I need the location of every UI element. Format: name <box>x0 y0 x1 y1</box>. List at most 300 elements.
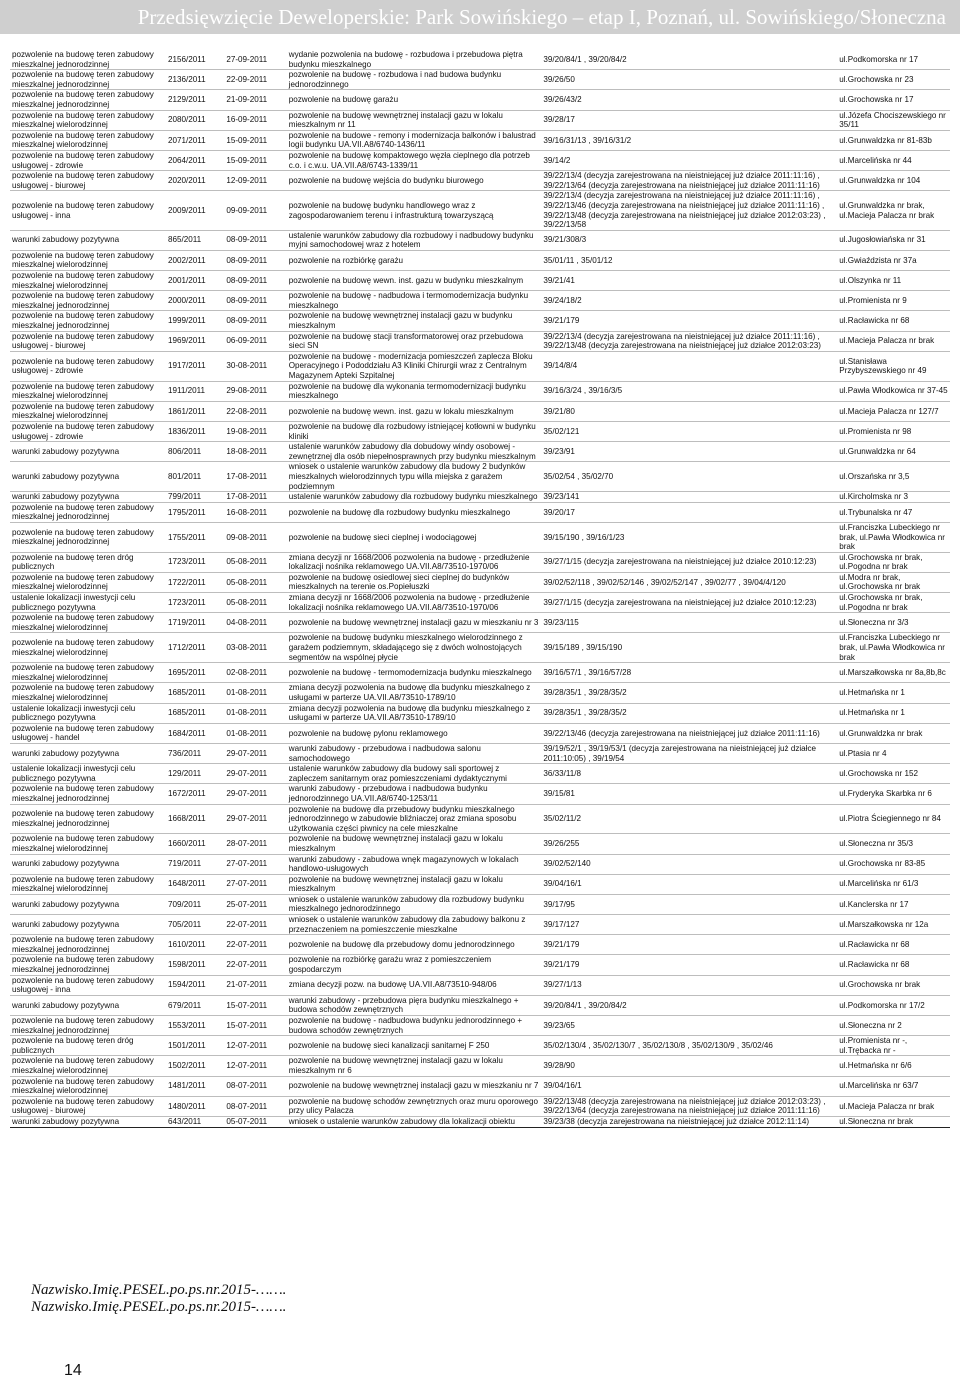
permit-type-cell: ustalenie lokalizacji inwestycji celu publicznego pozytywna <box>10 703 166 723</box>
decision-date-cell: 08-09-2011 <box>224 311 286 331</box>
decision-date-cell: 03-08-2011 <box>224 633 286 663</box>
decision-date-cell: 22-09-2011 <box>224 70 286 90</box>
description-cell: pozwolenie na rozbiórkę garażu <box>287 250 542 270</box>
parcel-number-cell: 39/20/84/1 , 39/20/84/2 <box>541 995 837 1015</box>
table-row <box>10 331 950 351</box>
address-cell: ul.Franciszka Lubeckiego nr brak, ul.Pawła Włodkowica nr brak <box>837 633 950 663</box>
parcel-number-cell: 39/28/17 <box>541 110 837 130</box>
description-cell: ustalenie warunków zabudowy dla budowy sali sportowej z zapleczem sanitarnym oraz pomieszczeniami dydaktycznymi <box>287 764 542 784</box>
parcel-number-cell: 39/28/35/1 , 39/28/35/2 <box>541 683 837 703</box>
table-row <box>10 110 950 130</box>
parcel-number-cell: 36/33/11/8 <box>541 764 837 784</box>
permits-table-body <box>10 50 950 1127</box>
description-cell: pozwolenie na budowę - termomodernizacja budynku mieszkalnego <box>287 663 542 683</box>
decision-date-cell: 08-09-2011 <box>224 250 286 270</box>
address-cell: ul.Trybunalska nr 47 <box>837 502 950 522</box>
address-cell: ul.Grochowska nr 83-85 <box>837 854 950 874</box>
address-cell: ul.Hetmańska nr 1 <box>837 683 950 703</box>
table-row <box>10 834 950 854</box>
decision-number-cell: 2000/2011 <box>166 291 224 311</box>
decision-number-cell: 2064/2011 <box>166 150 224 170</box>
permit-type-cell: pozwolenie na budowę teren zabudowy mieszkalnej wielorodzinnej <box>10 1056 166 1076</box>
decision-number-cell: 1502/2011 <box>166 1056 224 1076</box>
permit-type-cell: warunki zabudowy pozytywna <box>10 1116 166 1127</box>
permit-type-cell: pozwolenie na budowę teren dróg publicznych <box>10 1036 166 1056</box>
address-cell: ul.Promienista nr -, ul.Trębacka nr - <box>837 1036 950 1056</box>
description-cell: wniosek o ustalenie warunków zabudowy dla lokalizacji obiektu <box>287 1116 542 1127</box>
description-cell: wniosek o ustalenie warunków zabudowy dla zabudowy balkonu z przeznaczeniem na pomieszczenie mieszkalne <box>287 915 542 935</box>
table-row <box>10 70 950 90</box>
permit-type-cell: pozwolenie na budowę teren zabudowy usługowej - inna <box>10 975 166 995</box>
permit-type-cell: pozwolenie na budowę teren zabudowy mieszkalnej wielorodzinnej <box>10 633 166 663</box>
table-row <box>10 894 950 914</box>
parcel-number-cell: 39/04/16/1 <box>541 874 837 894</box>
address-cell: ul.Macieja Palacza nr brak <box>837 1096 950 1116</box>
description-cell: warunki zabudowy - przebudowa pięra budynku mieszkalnego + budowa schodów zewnętrznych <box>287 995 542 1015</box>
decision-number-cell: 1684/2011 <box>166 723 224 743</box>
footer-signature-line: Nazwisko.Imię.PESEL.po.ps.nr.2015-……. <box>31 1282 287 1298</box>
address-cell: ul.Grunwaldzka nr brak, ul.Macieja Palacza nr brak <box>837 191 950 230</box>
description-cell: pozwolenie na budowę dla wykonania termomodernizacji budynku mieszkalnego <box>287 381 542 401</box>
permit-type-cell: pozwolenie na budowę teren zabudowy mieszkalnej jednorodzinnej <box>10 311 166 331</box>
decision-number-cell: 1911/2011 <box>166 381 224 401</box>
parcel-number-cell: 39/15/190 , 39/16/1/23 <box>541 522 837 552</box>
table-row <box>10 764 950 784</box>
decision-number-cell: 2136/2011 <box>166 70 224 90</box>
parcel-number-cell: 39/17/95 <box>541 894 837 914</box>
decision-date-cell: 28-07-2011 <box>224 834 286 854</box>
parcel-number-cell: 35/02/130/4 , 35/02/130/7 , 35/02/130/8 , 35/02/130/9 , 35/02/46 <box>541 1036 837 1056</box>
decision-date-cell: 09-09-2011 <box>224 191 286 230</box>
parcel-number-cell: 39/20/84/1 , 39/20/84/2 <box>541 50 837 70</box>
address-cell: ul.Modra nr brak, ul.Grochowska nr brak <box>837 572 950 592</box>
decision-date-cell: 12-07-2011 <box>224 1056 286 1076</box>
address-cell: ul.Podkomorska nr 17/2 <box>837 995 950 1015</box>
description-cell: warunki zabudowy - przebudowa i nadbudowa budynku jednorodzinnego UA.VII.A8/6740-1253/11 <box>287 784 542 804</box>
table-row <box>10 1116 950 1127</box>
decision-number-cell: 719/2011 <box>166 854 224 874</box>
parcel-number-cell: 39/14/2 <box>541 150 837 170</box>
permit-type-cell: ustalenie lokalizacji inwestycji celu publicznego pozytywna <box>10 593 166 613</box>
parcel-number-cell: 39/04/16/1 <box>541 1076 837 1096</box>
permit-type-cell: warunki zabudowy pozytywna <box>10 230 166 250</box>
decision-number-cell: 1795/2011 <box>166 502 224 522</box>
decision-number-cell: 1668/2011 <box>166 804 224 834</box>
table-row <box>10 311 950 331</box>
description-cell: zmiana decyzji nr 1668/2006 pozwolenia na budowę - przedłużenie lokalizacji nośnika reklamowego UA.VII.A8/73510-1970/06 <box>287 552 542 572</box>
address-cell: ul.Macieja Palacza nr brak <box>837 331 950 351</box>
table-row <box>10 351 950 381</box>
table-row <box>10 955 950 975</box>
table-row <box>10 613 950 633</box>
decision-date-cell: 05-08-2011 <box>224 572 286 592</box>
description-cell: pozwolenie na budowę wewnętrznej instalacji gazu w lokalu mieszkalnym <box>287 874 542 894</box>
table-row <box>10 975 950 995</box>
permit-type-cell: pozwolenie na budowę teren zabudowy mieszkalnej wielorodzinnej <box>10 381 166 401</box>
parcel-number-cell: 39/22/13/4 (decyzja zarejestrowana na nieistniejącej już działce 2011:11:16) , 39/22/13/46 (decyzja zarejestrowana na nieistniejącej już działce 2011:11:16) , 39/22/13/48 (decyzja zarejestrowana na nieistniejącej już działce 2012:03:23) , 39/22/13/58 <box>541 191 837 230</box>
address-cell: ul.Grunwaldzka nr brak <box>837 723 950 743</box>
permit-type-cell: pozwolenie na budowę teren zabudowy usługowej - inna <box>10 191 166 230</box>
decision-date-cell: 29-08-2011 <box>224 381 286 401</box>
decision-number-cell: 1553/2011 <box>166 1016 224 1036</box>
description-cell: pozwolenie na budowę wewn. inst. gazu w lokalu mieszkalnym <box>287 401 542 421</box>
parcel-number-cell: 39/27/1/15 (decyzja zarejestrowana na nieistniejącej już działce 2010:12:23) <box>541 552 837 572</box>
decision-number-cell: 129/2011 <box>166 764 224 784</box>
table-row <box>10 995 950 1015</box>
decision-date-cell: 21-07-2011 <box>224 975 286 995</box>
decision-number-cell: 1723/2011 <box>166 552 224 572</box>
decision-date-cell: 27-07-2011 <box>224 874 286 894</box>
permit-type-cell: pozwolenie na budowę teren zabudowy mieszkalnej jednorodzinnej <box>10 522 166 552</box>
decision-number-cell: 1660/2011 <box>166 834 224 854</box>
description-cell: pozwolenie na budowę wejścia do budynku biurowego <box>287 171 542 191</box>
permit-type-cell: warunki zabudowy pozytywna <box>10 854 166 874</box>
permit-type-cell: warunki zabudowy pozytywna <box>10 462 166 492</box>
table-row <box>10 935 950 955</box>
table-row <box>10 381 950 401</box>
parcel-number-cell: 39/21/179 <box>541 955 837 975</box>
decision-date-cell: 05-08-2011 <box>224 593 286 613</box>
table-row <box>10 854 950 874</box>
decision-number-cell: 1861/2011 <box>166 401 224 421</box>
description-cell: wydanie pozwolenia na budowę - rozbudowa i przebudowa piętra budynku mieszkalnego <box>287 50 542 70</box>
decision-number-cell: 1695/2011 <box>166 663 224 683</box>
table-row <box>10 462 950 492</box>
page-header-banner: Przedsięwzięcie Deweloperskie: Park Sowińskiego – etap I, Poznań, ul. Sowińskiego/Słoneczna <box>0 0 960 34</box>
parcel-number-cell: 39/02/52/118 , 39/02/52/146 , 39/02/52/147 , 39/02/77 , 39/04/4/120 <box>541 572 837 592</box>
permit-type-cell: pozwolenie na budowę teren zabudowy usługowej - zdrowie <box>10 351 166 381</box>
address-cell: ul.Słoneczna nr 2 <box>837 1016 950 1036</box>
permit-type-cell: pozwolenie na budowę teren zabudowy mieszkalnej jednorodzinnej <box>10 935 166 955</box>
permit-type-cell: pozwolenie na budowę teren zabudowy mieszkalnej wielorodzinnej <box>10 401 166 421</box>
permit-type-cell: pozwolenie na budowę teren zabudowy mieszkalnej wielorodzinnej <box>10 613 166 633</box>
description-cell: pozwolenie na budowę osiedlowej sieci cieplnej do budynków mieszkalnych na terenie os.Popiełuszki <box>287 572 542 592</box>
description-cell: pozwolenie na budowę wewn. inst. gazu w budynku mieszkalnym <box>287 271 542 291</box>
decision-date-cell: 15-09-2011 <box>224 150 286 170</box>
decision-date-cell: 22-07-2011 <box>224 915 286 935</box>
decision-number-cell: 705/2011 <box>166 915 224 935</box>
parcel-number-cell: 39/23/38 (decyzja zarejestrowana na nieistniejącej już działce 2012:11:14) <box>541 1116 837 1127</box>
permit-type-cell: warunki zabudowy pozytywna <box>10 442 166 462</box>
decision-date-cell: 30-08-2011 <box>224 351 286 381</box>
decision-number-cell: 736/2011 <box>166 743 224 763</box>
description-cell: pozwolenie na budowę pylonu reklamowego <box>287 723 542 743</box>
parcel-number-cell: 39/14/8/4 <box>541 351 837 381</box>
decision-number-cell: 2001/2011 <box>166 271 224 291</box>
decision-number-cell: 1719/2011 <box>166 613 224 633</box>
decision-number-cell: 806/2011 <box>166 442 224 462</box>
table-row <box>10 291 950 311</box>
table-row <box>10 421 950 441</box>
description-cell: zmiana decyzji pozwolenia na budowę dla budynku mieszkalnego z usługami w parterze UA.VII.A8/73510-1789/10 <box>287 703 542 723</box>
table-row <box>10 191 950 230</box>
permit-type-cell: pozwolenie na budowę teren zabudowy mieszkalnej wielorodzinnej <box>10 271 166 291</box>
permit-type-cell: warunki zabudowy pozytywna <box>10 492 166 503</box>
description-cell: pozwolenie na budowę wewnętrznej instalacji gazu w lokalu mieszkalnym <box>287 834 542 854</box>
description-cell: pozwolenie na budowę wewnętrznej instalacji gazu w budynku mieszkalnym <box>287 311 542 331</box>
decision-number-cell: 1594/2011 <box>166 975 224 995</box>
decision-number-cell: 2071/2011 <box>166 130 224 150</box>
table-row <box>10 1036 950 1056</box>
decision-date-cell: 21-09-2011 <box>224 90 286 110</box>
description-cell: ustalenie warunków zabudowy dla rozbudowy budynku mieszkalnego <box>287 492 542 503</box>
description-cell: ustalenie warunków zabudowy dla dobudowy windy osobowej - zewnętrznej dla osób niepełnosprawnych przy budynku mieszkalnym <box>287 442 542 462</box>
permit-type-cell: pozwolenie na budowę teren zabudowy mieszkalnej wielorodzinnej <box>10 874 166 894</box>
address-cell: ul.Grunwaldzka nr 104 <box>837 171 950 191</box>
description-cell: zmiana decyzji pozw. na budowę UA.VII.A8/73510-948/06 <box>287 975 542 995</box>
address-cell: ul.Gwiaździsta nr 37a <box>837 250 950 270</box>
parcel-number-cell: 39/21/80 <box>541 401 837 421</box>
page-number: 14 <box>64 1362 82 1379</box>
decision-date-cell: 08-09-2011 <box>224 230 286 250</box>
footer-signature-line: Nazwisko.Imię.PESEL.po.ps.nr.2015-……. <box>31 1299 287 1315</box>
table-row <box>10 522 950 552</box>
parcel-number-cell: 39/22/13/46 (decyzja zarejestrowana na nieistniejącej już działce 2011:11:16) <box>541 723 837 743</box>
decision-number-cell: 2129/2011 <box>166 90 224 110</box>
decision-number-cell: 2009/2011 <box>166 191 224 230</box>
table-row <box>10 552 950 572</box>
address-cell: ul.Słoneczna nr 35/3 <box>837 834 950 854</box>
decision-date-cell: 08-07-2011 <box>224 1076 286 1096</box>
permit-type-cell: warunki zabudowy pozytywna <box>10 743 166 763</box>
decision-number-cell: 709/2011 <box>166 894 224 914</box>
decision-date-cell: 29-07-2011 <box>224 784 286 804</box>
parcel-number-cell: 39/23/115 <box>541 613 837 633</box>
address-cell: ul.Macieja Palacza nr 127/7 <box>837 401 950 421</box>
table-row <box>10 703 950 723</box>
decision-number-cell: 1598/2011 <box>166 955 224 975</box>
permit-type-cell: warunki zabudowy pozytywna <box>10 995 166 1015</box>
description-cell: pozwolenie na budowę garażu <box>287 90 542 110</box>
parcel-number-cell: 39/20/17 <box>541 502 837 522</box>
decision-number-cell: 643/2011 <box>166 1116 224 1127</box>
permit-type-cell: pozwolenie na budowę teren zabudowy mieszkalnej jednorodzinnej <box>10 955 166 975</box>
address-cell: ul.Słoneczna nr brak <box>837 1116 950 1127</box>
permit-type-cell: pozwolenie na budowę teren zabudowy mieszkalnej wielorodzinnej <box>10 130 166 150</box>
parcel-number-cell: 35/02/54 , 35/02/70 <box>541 462 837 492</box>
decision-number-cell: 1722/2011 <box>166 572 224 592</box>
permit-type-cell: pozwolenie na budowę teren zabudowy usługowej - handel <box>10 723 166 743</box>
decision-date-cell: 16-08-2011 <box>224 502 286 522</box>
decision-date-cell: 05-08-2011 <box>224 552 286 572</box>
address-cell: ul.Podkomorska nr 17 <box>837 50 950 70</box>
table-row <box>10 442 950 462</box>
decision-date-cell: 15-09-2011 <box>224 130 286 150</box>
decision-date-cell: 01-08-2011 <box>224 703 286 723</box>
table-row <box>10 90 950 110</box>
address-cell: ul.Stanisława Przybyszewskiego nr 49 <box>837 351 950 381</box>
table-row <box>10 1076 950 1096</box>
address-cell: ul.Marcelińska nr 63/7 <box>837 1076 950 1096</box>
table-row <box>10 171 950 191</box>
description-cell: ustalenie warunków zabudowy dla rozbudowy i nadbudowy budynku myjni samochodowej wraz z hotelem <box>287 230 542 250</box>
address-cell: ul.Ptasia nr 4 <box>837 743 950 763</box>
decision-date-cell: 06-09-2011 <box>224 331 286 351</box>
address-cell: ul.Racławicka nr 68 <box>837 311 950 331</box>
permit-type-cell: pozwolenie na budowę teren zabudowy mieszkalnej wielorodzinnej <box>10 683 166 703</box>
decision-number-cell: 799/2011 <box>166 492 224 503</box>
table-row <box>10 915 950 935</box>
decision-date-cell: 19-08-2011 <box>224 421 286 441</box>
parcel-number-cell: 39/22/13/4 (decyzja zarejestrowana na nieistniejącej już działce 2011:11:16) , 39/22/13/64 (decyzja zarejestrowana na nieistniejącej już działce 2011:11:16) <box>541 171 837 191</box>
address-cell: ul.Olszynka nr 11 <box>837 271 950 291</box>
decision-number-cell: 1672/2011 <box>166 784 224 804</box>
parcel-number-cell: 35/02/121 <box>541 421 837 441</box>
decision-number-cell: 1501/2011 <box>166 1036 224 1056</box>
table-row <box>10 784 950 804</box>
decision-date-cell: 09-08-2011 <box>224 522 286 552</box>
description-cell: warunki zabudowy - przebudowa i nadbudowa salonu samochodowego <box>287 743 542 763</box>
table-row <box>10 401 950 421</box>
decision-date-cell: 27-07-2011 <box>224 854 286 874</box>
decision-number-cell: 2080/2011 <box>166 110 224 130</box>
permit-type-cell: ustalenie lokalizacji inwestycji celu publicznego pozytywna <box>10 764 166 784</box>
address-cell: ul.Grunwaldzka nr 64 <box>837 442 950 462</box>
parcel-number-cell: 39/16/31/13 , 39/16/31/2 <box>541 130 837 150</box>
table-row <box>10 1016 950 1036</box>
table-row <box>10 1096 950 1116</box>
decision-number-cell: 1755/2011 <box>166 522 224 552</box>
permit-type-cell: pozwolenie na budowę teren zabudowy usługowej - zdrowie <box>10 421 166 441</box>
permit-type-cell: pozwolenie na budowę teren zabudowy mieszkalnej jednorodzinnej <box>10 70 166 90</box>
table-row <box>10 130 950 150</box>
parcel-number-cell: 39/23/141 <box>541 492 837 503</box>
table-row <box>10 723 950 743</box>
table-row <box>10 663 950 683</box>
address-cell: ul.Grochowska nr 23 <box>837 70 950 90</box>
address-cell: ul.Racławicka nr 68 <box>837 935 950 955</box>
parcel-number-cell: 39/23/65 <box>541 1016 837 1036</box>
description-cell: pozwolenie na budowę sieci kanalizacji sanitarnej F 250 <box>287 1036 542 1056</box>
decision-number-cell: 2020/2011 <box>166 171 224 191</box>
decision-date-cell: 22-07-2011 <box>224 955 286 975</box>
address-cell: ul.Grochowska nr brak, ul.Pogodna nr brak <box>837 593 950 613</box>
decision-date-cell: 01-08-2011 <box>224 723 286 743</box>
decision-date-cell: 29-07-2011 <box>224 804 286 834</box>
decision-date-cell: 27-09-2011 <box>224 50 286 70</box>
table-row <box>10 50 950 70</box>
decision-date-cell: 25-07-2011 <box>224 894 286 914</box>
table-row <box>10 492 950 503</box>
address-cell: ul.Promienista nr 9 <box>837 291 950 311</box>
description-cell: pozwolenie na budowę - nadbudowa i termomodernizacja budynku mieszkalnego <box>287 291 542 311</box>
decision-number-cell: 1712/2011 <box>166 633 224 663</box>
table-row <box>10 593 950 613</box>
permit-type-cell: warunki zabudowy pozytywna <box>10 894 166 914</box>
decision-date-cell: 15-07-2011 <box>224 1016 286 1036</box>
decision-date-cell: 12-07-2011 <box>224 1036 286 1056</box>
permit-type-cell: pozwolenie na budowę teren zabudowy usługowej - zdrowie <box>10 150 166 170</box>
decision-number-cell: 865/2011 <box>166 230 224 250</box>
parcel-number-cell: 39/23/91 <box>541 442 837 462</box>
parcel-number-cell: 39/26/255 <box>541 834 837 854</box>
address-cell: ul.Grochowska nr brak, ul.Pogodna nr brak <box>837 552 950 572</box>
decision-number-cell: 1648/2011 <box>166 874 224 894</box>
parcel-number-cell: 39/27/1/13 <box>541 975 837 995</box>
permit-type-cell: pozwolenie na budowę teren zabudowy mieszkalnej jednorodzinnej <box>10 1016 166 1036</box>
description-cell: wniosek o ustalenie warunków zabudowy dla rozbudowy budynku mieszkalnego jednorodzinnego <box>287 894 542 914</box>
decision-number-cell: 2156/2011 <box>166 50 224 70</box>
description-cell: pozwolenie na budowę stacji transformatorowej oraz przebudowa sieci SN <box>287 331 542 351</box>
description-cell: pozwolenie na budowę sieci cieplnej i wodociągowej <box>287 522 542 552</box>
decision-number-cell: 1969/2011 <box>166 331 224 351</box>
decision-date-cell: 08-09-2011 <box>224 291 286 311</box>
decision-number-cell: 679/2011 <box>166 995 224 1015</box>
description-cell: wniosek o ustalenie warunków zabudowy dla budowy 2 budynków mieszkalnych wielorodzinnych typu willa miejska z garażem podziemnym <box>287 462 542 492</box>
decision-date-cell: 17-08-2011 <box>224 492 286 503</box>
parcel-number-cell: 39/26/43/2 <box>541 90 837 110</box>
permit-type-cell: pozwolenie na budowę teren zabudowy mieszkalnej wielorodzinnej <box>10 663 166 683</box>
address-cell: ul.Grochowska nr 152 <box>837 764 950 784</box>
decision-date-cell: 01-08-2011 <box>224 683 286 703</box>
permit-type-cell: pozwolenie na budowę teren dróg publicznych <box>10 552 166 572</box>
parcel-number-cell: 39/16/3/24 , 39/16/3/5 <box>541 381 837 401</box>
description-cell: pozwolenie na budowę schodów zewnętrznych oraz muru oporowego przy ulicy Palacza <box>287 1096 542 1116</box>
address-cell: ul.Marszałkowska nr 12a <box>837 915 950 935</box>
address-cell: ul.Fryderyka Skarbka nr 6 <box>837 784 950 804</box>
decision-date-cell: 12-09-2011 <box>224 171 286 191</box>
table-row <box>10 572 950 592</box>
decision-date-cell: 29-07-2011 <box>224 743 286 763</box>
address-cell: ul.Marcelińska nr 61/3 <box>837 874 950 894</box>
description-cell: zmiana decyzji nr 1668/2006 pozwolenia na budowę - przedłużenie lokalizacji nośnika reklamowego UA.VII.A8/73510-1970/06 <box>287 593 542 613</box>
permit-type-cell: pozwolenie na budowę teren zabudowy mieszkalnej wielorodzinnej <box>10 1076 166 1096</box>
parcel-number-cell: 39/15/189 , 39/15/190 <box>541 633 837 663</box>
parcel-number-cell: 39/22/13/4 (decyzja zarejestrowana na nieistniejącej już działce 2011:11:16) , 39/22/13/48 (decyzja zarejestrowana na nieistniejącej już działce 2012:03:23) <box>541 331 837 351</box>
decision-date-cell: 16-09-2011 <box>224 110 286 130</box>
decision-date-cell: 08-07-2011 <box>224 1096 286 1116</box>
decision-number-cell: 1723/2011 <box>166 593 224 613</box>
address-cell: ul.Kircholmska nr 3 <box>837 492 950 503</box>
description-cell: pozwolenie na budowę - nadbudowa budynku jednorodzinnego + budowa schodów zewnętrznych <box>287 1016 542 1036</box>
decision-number-cell: 1836/2011 <box>166 421 224 441</box>
decision-number-cell: 1685/2011 <box>166 683 224 703</box>
address-cell: ul.Słoneczna nr 3/3 <box>837 613 950 633</box>
table-row <box>10 633 950 663</box>
decision-number-cell: 1480/2011 <box>166 1096 224 1116</box>
table-row <box>10 230 950 250</box>
description-cell: pozwolenie na budowę kompaktowego węzła cieplnego dla potrzeb c.o. i c.w.u. UA.VII.A8/6743-1339/11 <box>287 150 542 170</box>
description-cell: pozwolenie na budowę wewnętrznej instalacji gazu w mieszkaniu nr 7 <box>287 1076 542 1096</box>
decision-number-cell: 1481/2011 <box>166 1076 224 1096</box>
table-row <box>10 271 950 291</box>
address-cell: ul.Marcelińska nr 44 <box>837 150 950 170</box>
decision-date-cell: 17-08-2011 <box>224 462 286 492</box>
permit-type-cell: pozwolenie na budowę teren zabudowy usługowej - biurowej <box>10 1096 166 1116</box>
parcel-number-cell: 35/01/11 , 35/01/12 <box>541 250 837 270</box>
address-cell: ul.Promienista nr 98 <box>837 421 950 441</box>
address-cell: ul.Piotra Ściegiennego nr 84 <box>837 804 950 834</box>
parcel-number-cell: 39/19/52/1 , 39/19/53/1 (decyzja zarejestrowana na nieistniejącej już działce 2011:10:05) , 39/19/54 <box>541 743 837 763</box>
permit-type-cell: pozwolenie na budowę teren zabudowy mieszkalnej wielorodzinnej <box>10 110 166 130</box>
decision-number-cell: 801/2011 <box>166 462 224 492</box>
decision-date-cell: 22-08-2011 <box>224 401 286 421</box>
address-cell: ul.Grunwaldzka nr 81-83b <box>837 130 950 150</box>
permit-type-cell: pozwolenie na budowę teren zabudowy mieszkalnej wielorodzinnej <box>10 250 166 270</box>
description-cell: pozwolenie na budowę - rozbudowa i nad budowa budynku jednorodzinnego <box>287 70 542 90</box>
parcel-number-cell: 39/22/13/48 (decyzja zarejestrowana na nieistniejącej już działce 2012:03:23) , 39/22/13/64 (decyzja zarejestrowana na nieistniejącej już działce 2011:11:16) <box>541 1096 837 1116</box>
parcel-number-cell: 39/16/57/1 , 39/16/57/28 <box>541 663 837 683</box>
description-cell: pozwolenie na budowę dla przebudowy domu jednorodzinnego <box>287 935 542 955</box>
address-cell: ul.Marszałkowska nr 8a,8b,8c <box>837 663 950 683</box>
parcel-number-cell: 35/02/11/2 <box>541 804 837 834</box>
table-row <box>10 250 950 270</box>
permit-type-cell: pozwolenie na budowę teren zabudowy mieszkalnej jednorodzinnej <box>10 291 166 311</box>
decision-date-cell: 04-08-2011 <box>224 613 286 633</box>
description-cell: pozwolenie na budowę dla rozbudowy istniejącej kotłowni w budynku kliniki <box>287 421 542 441</box>
address-cell: ul.Józefa Chociszewskiego nr 35/11 <box>837 110 950 130</box>
parcel-number-cell: 39/17/127 <box>541 915 837 935</box>
